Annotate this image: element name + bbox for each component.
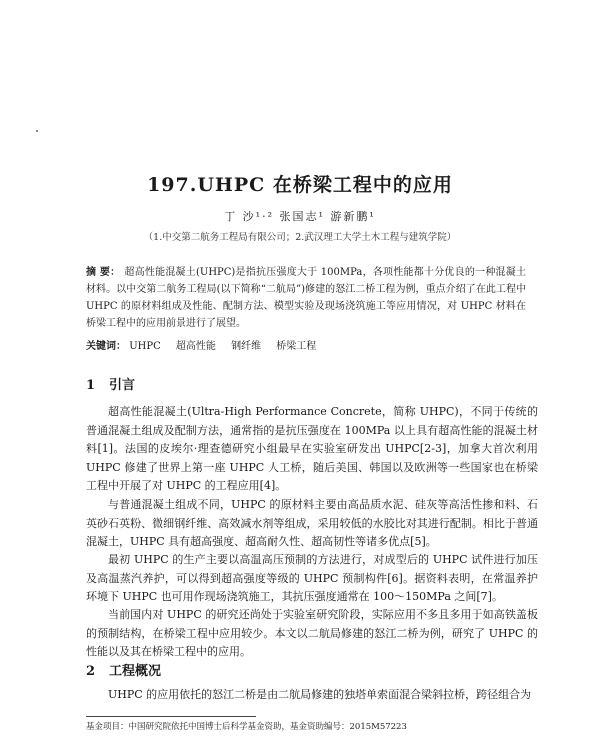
section-title: 引言 xyxy=(109,378,136,393)
footnote-divider xyxy=(86,716,256,717)
keywords-label: 关键词： xyxy=(86,341,126,352)
section-heading-overview xyxy=(86,660,161,679)
abstract xyxy=(86,264,526,332)
keyword: 超高性能 xyxy=(175,341,216,352)
author-list: 丁 沙¹·² 张国志¹ 游新鹏¹ xyxy=(224,210,376,223)
scan-speck xyxy=(36,130,38,132)
paragraph: UHPC 的应用依托的怒江二桥是由二航局修建的独塔单索面混合梁斜拉桥，跨径组合为 xyxy=(108,688,532,701)
paragraph: 超高性能混凝土(Ultra-High Performance Concrete，简称 UHPC)，不同于传统的普通混凝土组成及配制方法，通常指的是抗压强度在 100MPa 以上具有超高性能的混凝土材料[1]。法国的皮埃尔·理查德研究小组最早在实验室研发出 UHPC[2-3]，加拿大首次利用 UHPC 修建了世界上第一座 UHPC 人工桥，随后美国、韩国以及欧洲等一些国家也在桥梁工程中开展了对 UHPC 的工程应用[4]。 xyxy=(86,405,538,493)
section-number: 1 xyxy=(86,378,96,393)
paragraph: 与普通混凝土组成不同，UHPC 的原材料主要由高品质水泥、硅灰等高活性掺和料、石英砂石英粉、微细钢纤维、高效减水剂等组成，采用较低的水胶比对其进行配制。相比于普通混凝土，UHPC 具有超高强度、超高耐久性、超高韧性等诸多优点[5]。 xyxy=(86,498,538,549)
keyword: UHPC xyxy=(129,341,161,352)
paper-title: 197.UHPC 在桥梁工程中的应用 xyxy=(147,174,453,196)
keyword: 桥梁工程 xyxy=(276,341,317,352)
footnote: 基金项目：中国研究院依托中国博士后科学基金资助，基金资助编号：2015M57223 xyxy=(86,722,407,732)
abstract-label: 摘 要： xyxy=(86,267,121,278)
keyword: 钢纤维 xyxy=(231,341,262,352)
section-title: 工程概况 xyxy=(109,664,162,679)
abstract-text: 超高性能混凝土(UHPC)是指抗压强度大于 100MPa，各项性能都十分优良的一种混凝土材料。以中交第二航务工程局(以下简称“二航局”)修建的怒江二桥工程为例，重点介绍了在此工程中 UHPC 的原材料组成及性能、配制方法、模型实验及现场浇筑施工等应用情况，对 UHPC 材料在桥梁工程中的应用前景进行了展望。 xyxy=(86,267,527,329)
section-number: 2 xyxy=(86,664,96,679)
paragraph: 当前国内对 UHPC 的研究还尚处于实验室研究阶段，实际应用不多且多用于如高铁盖板的预制结构，在桥梁工程中应用较少。本文以二航局修建的怒江二桥为例，研究了 UHPC 的性能以及其在桥梁工程中的应用。 xyxy=(86,608,538,659)
paragraph: 最初 UHPC 的生产主要以高温高压预制的方法进行，对成型后的 UHPC 试件进行加压及高温蒸汽养护，可以得到超高强度等级的 UHPC 预制构件[6]。据资料表明，在常温养护环境下 UHPC 也可用作现场浇筑施工，其抗压强度通常在 100～150MPa 之间[7]。 xyxy=(86,553,538,604)
affiliation: （1.中交第二航务工程局有限公司；2.武汉理工大学土木工程与建筑学院） xyxy=(143,232,457,243)
section-heading-introduction xyxy=(86,374,135,393)
keywords xyxy=(86,337,328,352)
